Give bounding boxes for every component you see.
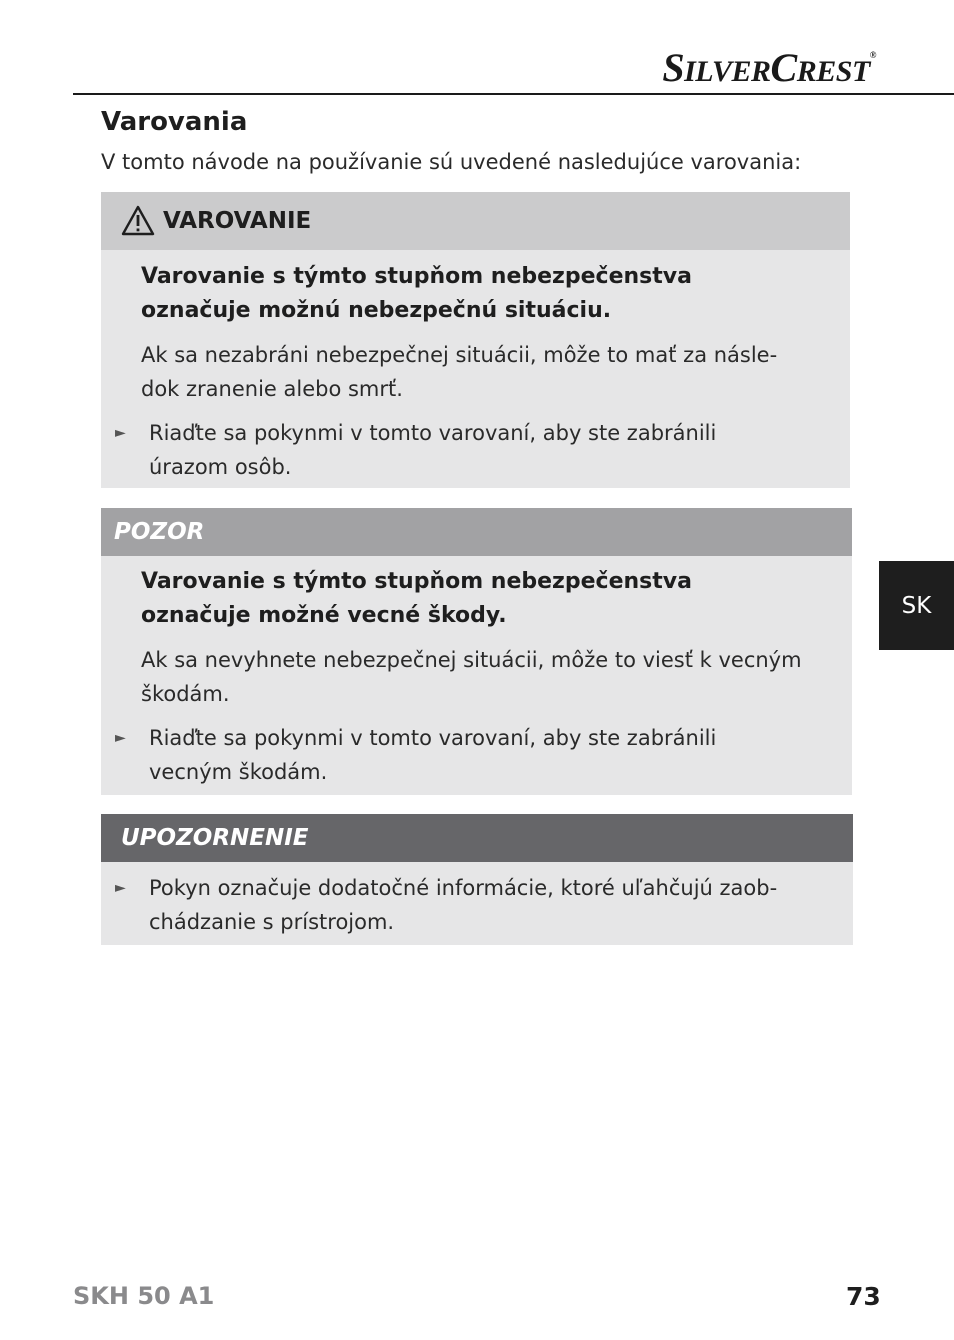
note-bullet-line: Pokyn označuje dodatočné informácie, ktoré uľahčujú zaob- [149,876,778,900]
footer-model: SKH 50 A1 [73,1282,215,1310]
warning-bold-line: označuje možnú nebezpečnú situáciu. [141,298,612,323]
brand-text: REST [796,55,870,88]
warning-triangle-icon [121,204,155,238]
bullet-arrow-icon: ► [115,425,126,441]
warning-box [101,192,850,488]
warning-bullet [115,416,716,484]
warning-box-header [101,192,850,250]
language-tab: SK [879,561,954,650]
note-bullet [115,871,777,939]
brand-logo [662,44,876,91]
brand-letter: C [770,45,797,90]
note-label: UPOZORNENIE [121,825,309,851]
header-rule [73,93,954,95]
caution-text-line: Ak sa nevyhnete nebezpečnej situácii, môže to viesť k vecným [141,648,802,672]
warning-bullet-line: úrazom osôb. [149,455,292,479]
warning-bold-line: Varovanie s týmto stupňom nebezpečenstva [141,264,692,289]
warning-text-line: dok zranenie alebo smrť. [141,377,403,401]
caution-bullet [115,721,716,789]
caution-box-header [101,508,852,556]
bullet-arrow-icon: ► [115,730,126,746]
brand-text: ILVER [684,55,771,88]
warning-bullet-line: Riaďte sa pokynmi v tomto varovaní, aby ste zabránili [149,421,717,445]
section-intro: V tomto návode na používanie sú uvedené nasledujúce varovania: [101,150,802,174]
bullet-arrow-icon: ► [115,880,126,896]
caution-box [101,508,852,795]
caution-bullet-line: vecným škodám. [149,760,328,784]
caution-text-line: škodám. [141,682,230,706]
caution-bold-line: Varovanie s týmto stupňom nebezpečenstva [141,569,692,594]
warning-label: VAROVANIE [163,208,312,234]
section-title: Varovania [101,107,248,137]
caution-bullet-line: Riaďte sa pokynmi v tomto varovaní, aby ste zabránili [149,726,717,750]
brand-letter: S [662,45,685,90]
caution-bold-line: označuje možné vecné škody. [141,603,507,628]
note-box [101,814,853,945]
note-bullet-line: chádzanie s prístrojom. [149,910,395,934]
warning-text-line: Ak sa nezabráni nebezpečnej situácii, môže to mať za násle- [141,343,778,367]
caution-label: POZOR [114,519,205,545]
registered-mark: ® [869,50,876,60]
page-number: 73 [846,1282,881,1311]
note-box-header [101,814,853,862]
